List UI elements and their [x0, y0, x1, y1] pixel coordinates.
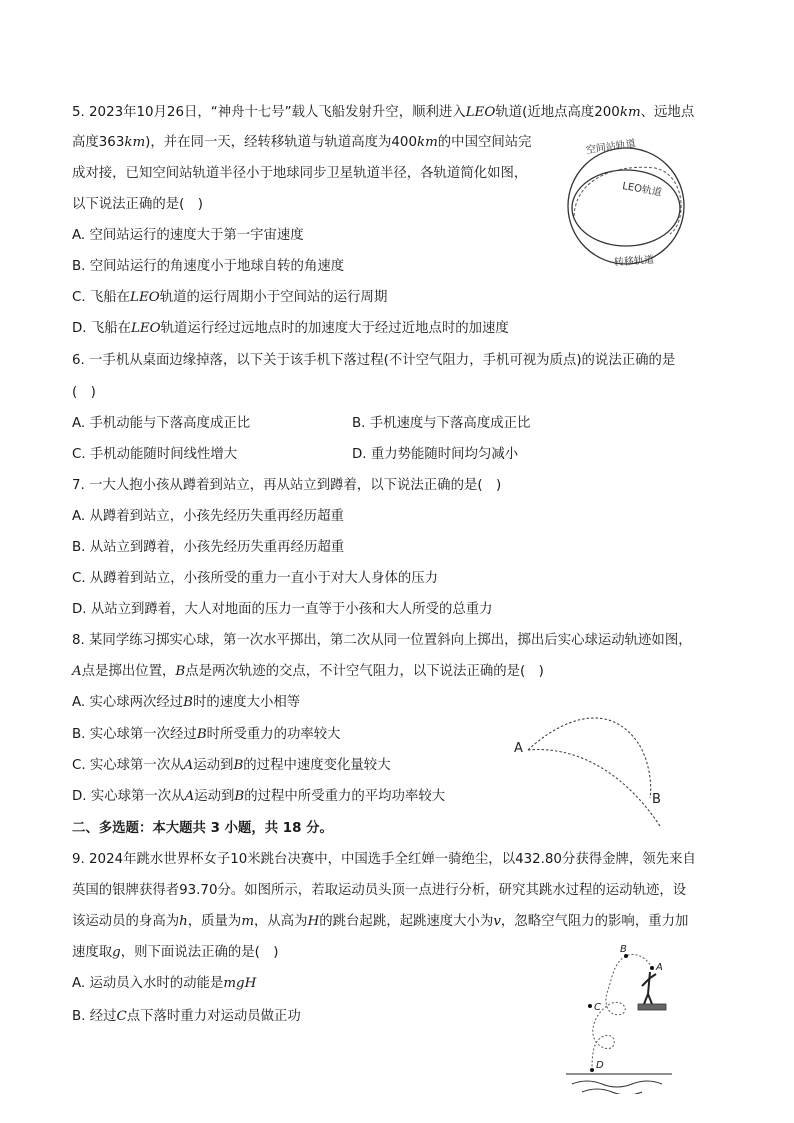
q5-text: 高度363 — [72, 135, 125, 150]
q8-stem-line1: 8. 某同学练习掷实心球，第一次水平掷出，第二次从同一位置斜向上掷出，掷出后实心球运动轨迹如图， — [72, 633, 692, 648]
label-point-a: A — [514, 741, 523, 756]
q7-option-b: B. 从站立到蹲着，小孩先经历失重再经历超重 — [72, 540, 345, 555]
q8-option-c — [72, 757, 391, 775]
q9-math: v — [493, 914, 501, 929]
q8-text: 点是两次轨迹的交点，不计空气阻力，以下说法正确的是( ) — [185, 664, 544, 679]
q8-text: 的过程中所受重力的平均功率较大 — [244, 789, 446, 804]
q9-text: ，从高为 — [254, 914, 308, 929]
q8-text: 运动到 — [193, 758, 234, 773]
q9-diving-figure — [562, 938, 678, 1094]
label-point-b: B — [652, 792, 661, 807]
q7-option-a: A. 从蹲着到站立，小孩先经历失重再经历超重 — [72, 509, 344, 524]
label-station-orbit: 空间站轨道 — [585, 138, 637, 157]
q9-text: A. 运动员入水时的动能是 — [72, 976, 224, 991]
transfer-orbit-dashed — [574, 167, 681, 234]
first-throw-trajectory — [528, 750, 660, 826]
q9-stem-line3 — [72, 913, 688, 931]
q8-trajectory-figure — [510, 706, 680, 830]
q8-text: C. 实心球第一次从 — [72, 758, 184, 773]
q8-text: 点是掷出位置， — [81, 664, 176, 679]
q5-text: 的中国空间站完 — [437, 135, 532, 150]
q6-option-b: B. 手机速度与下落高度成正比 — [352, 416, 531, 431]
q5-option-c — [72, 289, 387, 307]
q9-option-b — [72, 1008, 301, 1026]
q6-option-d: D. 重力势能随时间均匀减小 — [352, 447, 519, 462]
q8-option-b — [72, 726, 341, 744]
q9-option-a — [72, 975, 256, 993]
q5-stem-line2 — [72, 134, 532, 152]
q6-stem-line1: 6. 一手机从桌面边缘掉落，以下关于该手机下落过程(不计空气阻力，手机可视为质点)的说法正确的是 — [72, 353, 676, 368]
q9-math: mgH — [223, 976, 257, 991]
q9-text: 速度取 — [72, 945, 113, 960]
q6-option-c: C. 手机动能随时间线性增大 — [72, 447, 238, 462]
q9-stem-line4 — [72, 944, 279, 962]
q9-text: ，忽略空气阻力的影响，重力加 — [500, 914, 689, 929]
point-d-dot — [590, 1068, 594, 1072]
q5-text: 、远地点 — [640, 105, 695, 120]
q9-math: C — [116, 1009, 127, 1024]
q7-stem-line1: 7. 一大人抱小孩从蹲着到站立，再从站立到蹲着，以下说法正确的是( ) — [72, 478, 502, 493]
q8-text: 运动到 — [194, 789, 235, 804]
label-point-d: D — [596, 1060, 604, 1071]
label-point-c: C — [594, 1002, 601, 1013]
section-2-heading: 二、多选题：本大题共 3 小题，共 18 分。 — [72, 821, 333, 836]
q9-text: 该运动员的身高为 — [72, 914, 180, 929]
q7-option-c: C. 从蹲着到站立，小孩所受的重力一直小于对大人身体的压力 — [72, 571, 439, 586]
q8-math: B — [233, 758, 244, 773]
q8-math: A — [72, 664, 82, 679]
q8-text: A. 实心球两次经过 — [72, 695, 184, 710]
diver-trajectory — [592, 955, 652, 1071]
q5-math: km — [619, 105, 641, 120]
q6-stem-line2: ( ) — [72, 385, 96, 400]
label-point-a: A — [656, 962, 663, 973]
q8-math: B — [234, 789, 245, 804]
diving-platform — [638, 1004, 666, 1010]
q8-stem-line2 — [72, 663, 544, 681]
q7-option-d: D. 从站立到蹲着，大人对地面的压力一直等于小孩和大人所受的总重力 — [72, 602, 493, 617]
q9-stem-line1: 9. 2024年跳水世界杯女子10米跳台决赛中，中国选手全红婵一骑绝尘，以432.80分获得金牌，领先来自 — [72, 852, 696, 867]
q9-text: 的跳台起跳，起跳速度大小为 — [319, 914, 494, 929]
q8-math: B — [175, 664, 186, 679]
q9-math: H — [307, 914, 320, 929]
label-point-b: B — [620, 944, 627, 955]
q5-text: 5. 2023年10月26日，“神舟十七号”载人飞船发射升空，顺利进入 — [72, 105, 466, 120]
q9-text: B. 经过 — [72, 1009, 117, 1024]
q8-text: 时所受重力的功率较大 — [206, 727, 341, 742]
q5-math: km — [416, 135, 438, 150]
q5-math: LEO — [130, 290, 160, 305]
q5-text: C. 飞船在 — [72, 290, 131, 305]
label-leo-orbit: LEO轨道 — [621, 180, 663, 199]
water-wave-1 — [572, 1081, 662, 1087]
q5-text: )，并在同一天，经转移轨道与轨道高度为400 — [145, 135, 417, 150]
q9-math: m — [241, 914, 255, 929]
q5-stem-line4: 以下说法正确的是( ) — [72, 197, 203, 212]
q8-math: B — [196, 727, 207, 742]
q9-math: h — [179, 914, 188, 929]
label-transfer-orbit: 转移轨道 — [613, 254, 655, 269]
point-c-dot — [588, 1004, 592, 1008]
q5-math: LEO — [131, 321, 161, 336]
q5-orbit-figure — [560, 126, 694, 274]
q8-math: A — [184, 789, 195, 804]
q8-math: A — [183, 758, 194, 773]
q8-text: 的过程中速度变化量较大 — [243, 758, 391, 773]
q8-text: D. 实心球第一次从 — [72, 789, 185, 804]
q8-option-a — [72, 694, 300, 712]
diver-figure — [642, 972, 656, 1004]
q5-option-b: B. 空间站运行的角速度小于地球自转的角速度 — [72, 259, 345, 274]
q5-text: 轨道的运行周期小于空间站的运行周期 — [159, 290, 388, 305]
q5-text: 轨道(近地点高度200 — [495, 105, 620, 120]
q9-text: ，质量为 — [187, 914, 242, 929]
q5-option-a: A. 空间站运行的速度大于第一宇宙速度 — [72, 228, 304, 243]
point-a-dot — [650, 966, 654, 970]
water-wave-2 — [582, 1089, 642, 1094]
q5-option-d — [72, 320, 509, 338]
second-throw-trajectory — [528, 718, 651, 798]
q9-math: g — [112, 945, 121, 960]
q5-math: km — [124, 135, 146, 150]
q5-stem-line1 — [72, 104, 694, 122]
q9-text: ，则下面说法正确的是( ) — [120, 945, 279, 960]
q8-text: B. 实心球第一次经过 — [72, 727, 197, 742]
q5-stem-line3: 成对接，已知空间站轨道半径小于地球同步卫星轨道半径，各轨道简化如图， — [72, 166, 528, 181]
q9-text: 点下落时重力对运动员做正功 — [126, 1009, 301, 1024]
q8-option-d — [72, 788, 445, 806]
q8-text: 时的速度大小相等 — [193, 695, 301, 710]
q9-stem-line2: 英国的银牌获得者93.70分。如图所示，若取运动员头顶一点进行分析，研究其跳水过程的运动轨迹，设 — [72, 883, 687, 898]
q5-text: 轨道运行经过远地点时的加速度大于经过近地点时的加速度 — [160, 321, 509, 336]
q5-text: D. 飞船在 — [72, 321, 131, 336]
q8-math: B — [183, 695, 194, 710]
q6-option-a: A. 手机动能与下落高度成正比 — [72, 416, 251, 431]
q5-math: LEO — [465, 105, 496, 120]
